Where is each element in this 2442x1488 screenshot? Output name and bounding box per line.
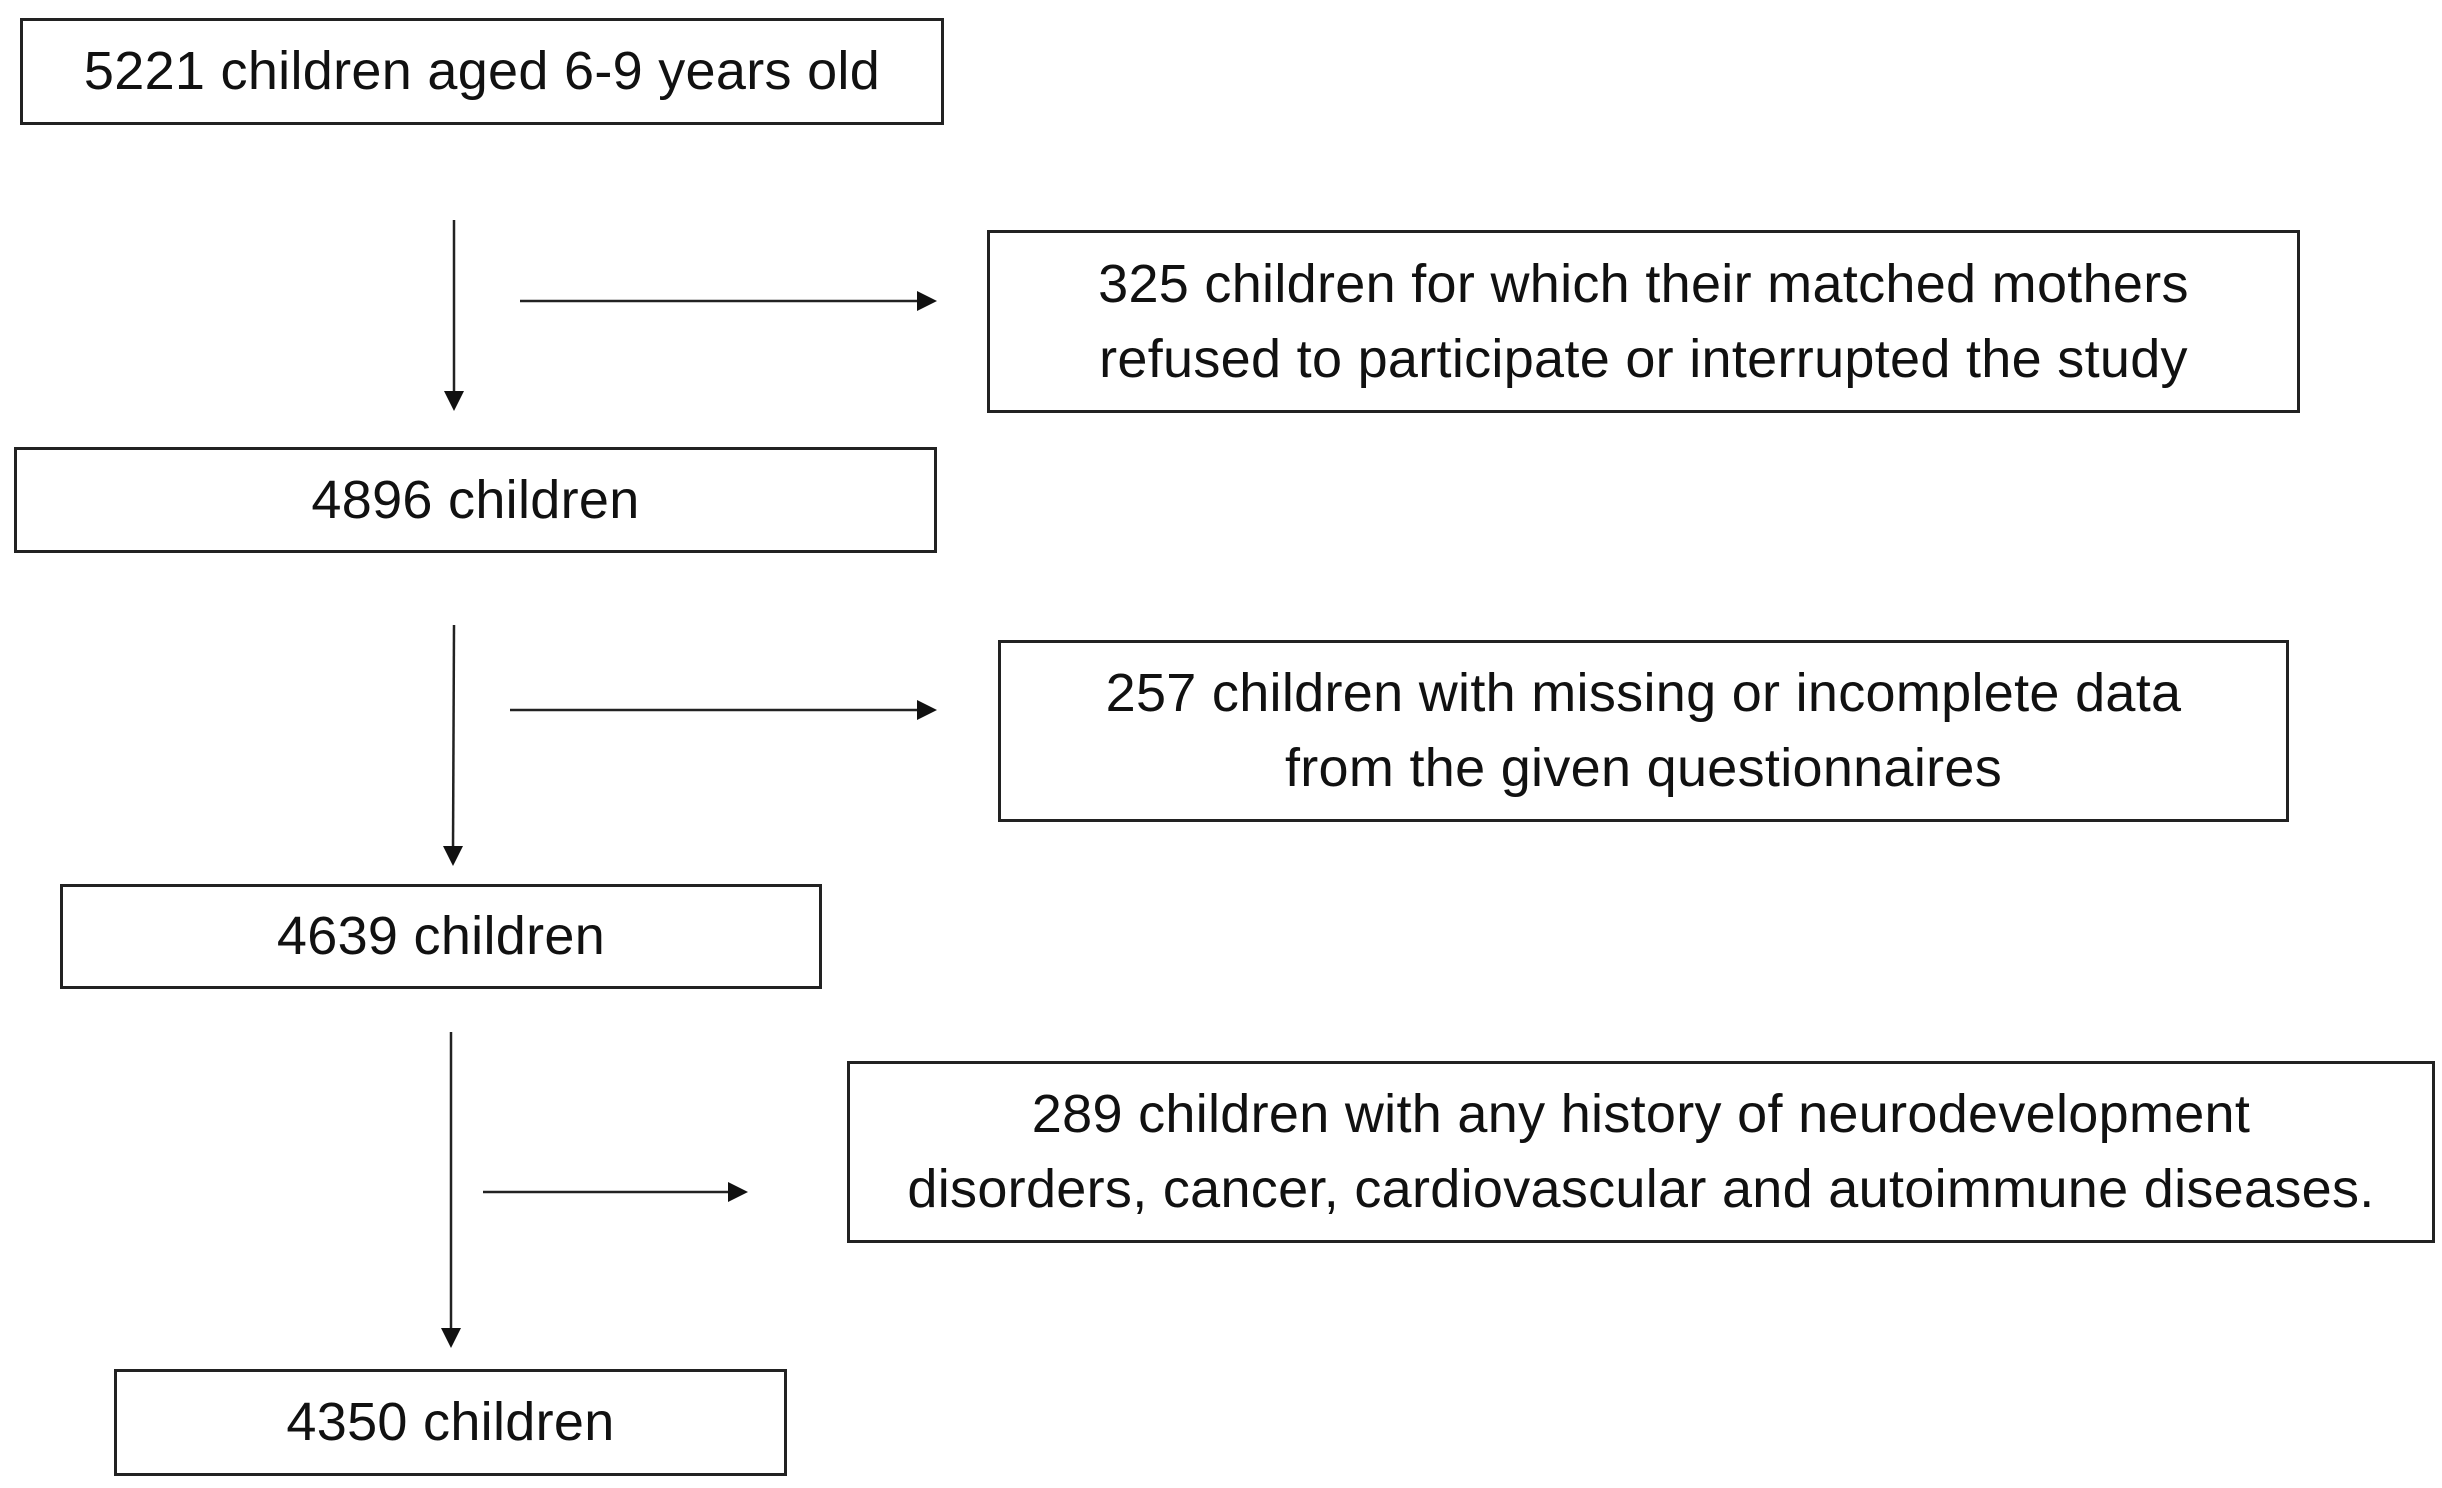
exclusion-box-missing-data [998, 640, 2289, 822]
exclusion-box-mothers-refused [987, 230, 2300, 413]
side-arrowhead-1 [917, 291, 937, 311]
exclusion-box-mothers-refused-line-1: 325 children for which their matched mothers [1098, 253, 2189, 314]
down-arrowhead-2 [443, 846, 463, 866]
down-arrow-2 [453, 625, 454, 851]
flow-box-final-sample-label: 4350 children [286, 1392, 615, 1452]
flow-box-final-sample [114, 1369, 787, 1476]
exclusion-box-medical-history [847, 1061, 2435, 1243]
exclusion-box-missing-data-line-2: from the given questionnaires [1284, 738, 2003, 798]
down-arrowhead-3 [441, 1328, 461, 1348]
exclusion-box-mothers-refused-line-2: refused to participate or interrupted the study [1099, 328, 2188, 389]
flow-box-after-second-exclusion-label: 4639 children [276, 906, 606, 966]
flow-box-after-first-exclusion-label: 4896 children [311, 469, 640, 530]
exclusion-box-missing-data-line-1: 257 children with missing or incomplete data [1105, 663, 2182, 723]
down-arrowhead-1 [444, 391, 464, 411]
flow-box-initial-cohort-label: 5221 children aged 6-9 years old [83, 41, 881, 101]
exclusion-box-medical-history-line-2: disorders, cancer, cardiovascular and autoimmune diseases. [907, 1159, 2375, 1219]
side-arrowhead-3 [728, 1182, 748, 1202]
exclusion-box-medical-history-line-1: 289 children with any history of neurodevelopment [1031, 1084, 2251, 1144]
side-arrowhead-2 [917, 700, 937, 720]
flow-box-after-second-exclusion [60, 884, 822, 989]
flow-box-initial-cohort [20, 18, 944, 125]
flow-box-after-first-exclusion [14, 447, 937, 553]
